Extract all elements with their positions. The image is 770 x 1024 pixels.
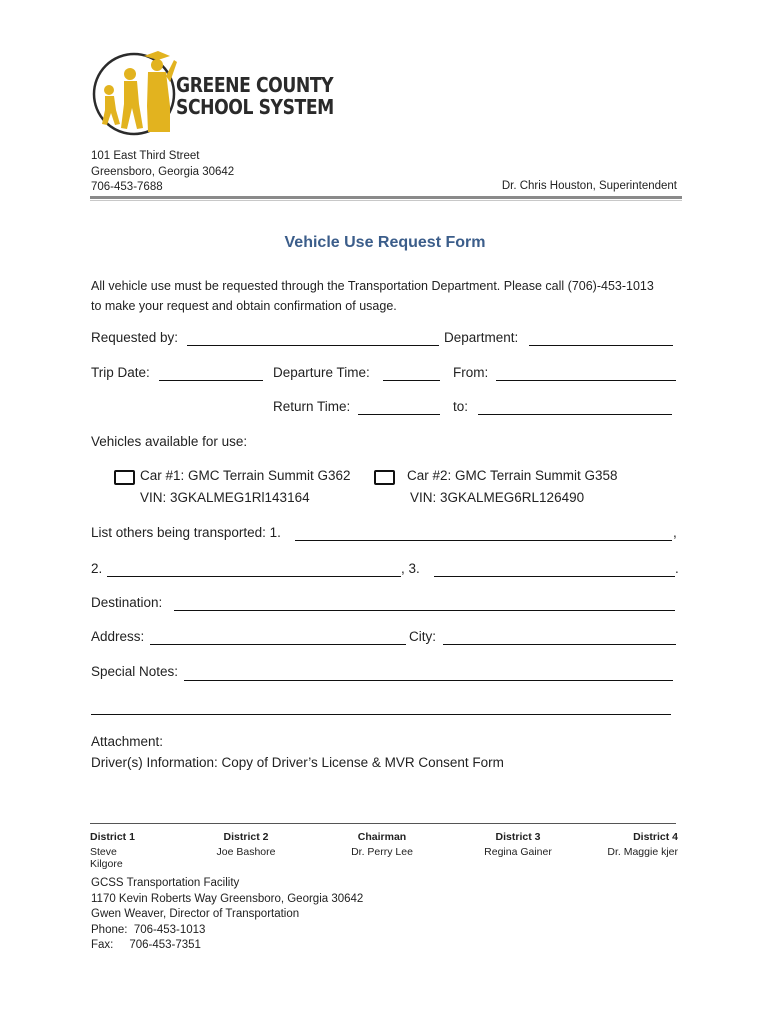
- transportation-facility-info: [91, 876, 363, 954]
- others-1-comma: ,: [673, 525, 677, 540]
- board-name: Joe Bashore: [216, 846, 276, 858]
- superintendent-name: Dr. Chris Houston, Superintendent: [501, 180, 677, 192]
- others-1-field[interactable]: [295, 540, 672, 541]
- to-field[interactable]: [478, 414, 672, 415]
- address-field[interactable]: [150, 644, 406, 645]
- special-notes-field-line1[interactable]: [184, 680, 673, 681]
- destination-field[interactable]: [174, 610, 675, 611]
- special-notes-field-line2[interactable]: [91, 714, 671, 715]
- destination-label: Destination:: [91, 595, 163, 610]
- departure-time-field[interactable]: [383, 380, 440, 381]
- requested-by-field[interactable]: [187, 345, 439, 346]
- board-member-district1: [90, 831, 152, 870]
- board-title: Chairman: [357, 831, 407, 843]
- departure-time-label: Departure Time:: [273, 365, 370, 380]
- department-field[interactable]: [529, 345, 673, 346]
- school-address: [91, 149, 234, 196]
- trip-date-label: Trip Date:: [91, 365, 150, 380]
- header-divider: [90, 196, 682, 199]
- to-label: to:: [453, 399, 469, 414]
- others-2-label: 2.: [91, 561, 103, 576]
- requested-by-label: Requested by:: [91, 330, 179, 345]
- vehicles-available-label: Vehicles available for use:: [91, 434, 248, 449]
- board-name: Dr. Perry Lee: [351, 846, 413, 858]
- attachment-text: Driver(s) Information: Copy of Driver’s License & MVR Consent Form: [91, 755, 504, 770]
- address-street: 101 East Third Street: [91, 150, 200, 162]
- special-notes-label: Special Notes:: [91, 664, 179, 679]
- facility-address: 1170 Kevin Roberts Way Greensboro, Georgia 30642: [91, 892, 364, 905]
- board-title: District 1: [90, 831, 135, 843]
- car2-vin: VIN: 3GKALMEG6RL126490: [410, 490, 585, 505]
- form-title: Vehicle Use Request Form: [284, 234, 486, 251]
- intro-line-1: All vehicle use must be requested through the Transportation Department. Please call (706)-453-1013: [91, 279, 654, 293]
- org-name-line2: SCHOOL SYSTEM: [176, 95, 334, 119]
- facility-phone: Phone: 706-453-1013: [91, 923, 206, 936]
- facility-name: GCSS Transportation Facility: [91, 877, 240, 889]
- board-title: District 4: [633, 831, 678, 843]
- others-3-field[interactable]: [434, 576, 675, 577]
- facility-director: Gwen Weaver, Director of Transportation: [91, 908, 300, 920]
- return-time-label: Return Time:: [273, 399, 351, 414]
- others-2-field[interactable]: [107, 576, 401, 577]
- board-divider: [90, 823, 676, 824]
- board-name: Regina Gainer: [484, 846, 552, 858]
- trip-date-field[interactable]: [159, 380, 263, 381]
- header-divider-thin: [90, 200, 682, 201]
- from-field[interactable]: [496, 380, 676, 381]
- address-city: Greensboro, Georgia 30642: [91, 165, 235, 178]
- city-label: City:: [409, 629, 436, 644]
- city-field[interactable]: [443, 644, 676, 645]
- car1-vin: VIN: 3GKALMEG1Rl143164: [140, 490, 310, 505]
- intro-line-2: to make your request and obtain confirmation of usage.: [91, 299, 397, 313]
- attachment-label: Attachment:: [91, 734, 164, 749]
- others-3-period: .: [675, 561, 679, 576]
- board-member-district3: [478, 831, 558, 858]
- form-intro: [91, 276, 691, 316]
- board-member-district4: [596, 831, 678, 858]
- board-member-district2: [210, 831, 282, 858]
- from-label: From:: [453, 365, 489, 380]
- others-transported-label: List others being transported: 1.: [91, 525, 281, 540]
- department-label: Department:: [444, 330, 519, 345]
- board-member-chairman: [346, 831, 418, 858]
- car2-checkbox[interactable]: [374, 470, 395, 485]
- board-title: District 2: [223, 831, 269, 843]
- facility-fax: Fax: 706-453-7351: [91, 939, 201, 951]
- organization-name: [176, 74, 334, 118]
- car1-label: Car #1: GMC Terrain Summit G362: [140, 468, 351, 483]
- address-phone: 706-453-7688: [91, 181, 163, 193]
- car2-label: Car #2: GMC Terrain Summit G358: [407, 468, 618, 483]
- board-name: Dr. Maggie kjer: [607, 846, 678, 858]
- address-label: Address:: [91, 629, 145, 644]
- board-title: District 3: [495, 831, 541, 843]
- car1-checkbox[interactable]: [114, 470, 135, 485]
- others-3-label: , 3.: [401, 561, 420, 576]
- return-time-field[interactable]: [358, 414, 440, 415]
- org-name-line1: GREENE COUNTY: [176, 73, 334, 97]
- board-name: Steve Kilgore: [90, 846, 123, 870]
